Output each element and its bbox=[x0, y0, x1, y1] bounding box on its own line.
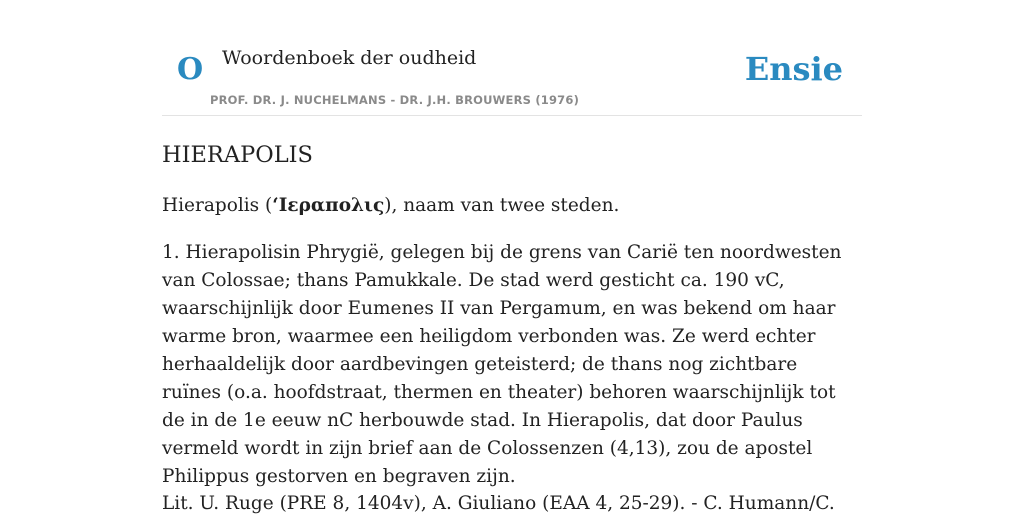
dictionary-title[interactable]: Woordenboek der oudheid bbox=[222, 47, 477, 69]
article-page bbox=[162, 0, 862, 514]
article-paragraph-1: 1. Hierapolisin Phrygië, gelegen bij de grens van Carië ten noordwesten van Colossae; thans Pamukkale. De stad werd gesticht ca. 190 vC, waarschijnlijk door Eumenes II van Pergamum, en was bekend om haar warme bron, waarmee een heiligdom verbonden was. Ze werd echter herhaaldelijk door aardbevingen geteisterd; de thans nog zichtbare ruïnes (o.a. hoofdstraat, thermen en theater) behoren waarschijnlijk tot de in de 1e eeuw nC herbouwde stad. In Hierapolis, dat door Paulus vermeld wordt in zijn brief aan de Colossenzen (4,13), zou de apostel Philippus gestorven en begraven zijn. bbox=[162, 242, 842, 487]
intro-text-before: Hierapolis ( bbox=[162, 195, 273, 216]
ensie-logo-link[interactable]: Ensie bbox=[744, 50, 843, 88]
dictionary-authors: PROF. DR. J. NUCHELMANS - DR. J.H. BROUWERS (1976) bbox=[210, 93, 580, 107]
article-headword: HIERAPOLIS bbox=[162, 142, 313, 168]
dictionary-header bbox=[162, 0, 862, 116]
greek-name: ‘Ιεραπολις bbox=[272, 195, 385, 216]
letter-index[interactable]: O bbox=[177, 52, 204, 87]
article-intro bbox=[162, 192, 862, 220]
intro-text-after: ), naam van twee steden. bbox=[384, 195, 620, 216]
article-literature: Lit. U. Ruge (PRE 8, 1404v), A. Giuliano (EAA 4, 25-29). - C. Humann/C. bbox=[162, 493, 835, 514]
